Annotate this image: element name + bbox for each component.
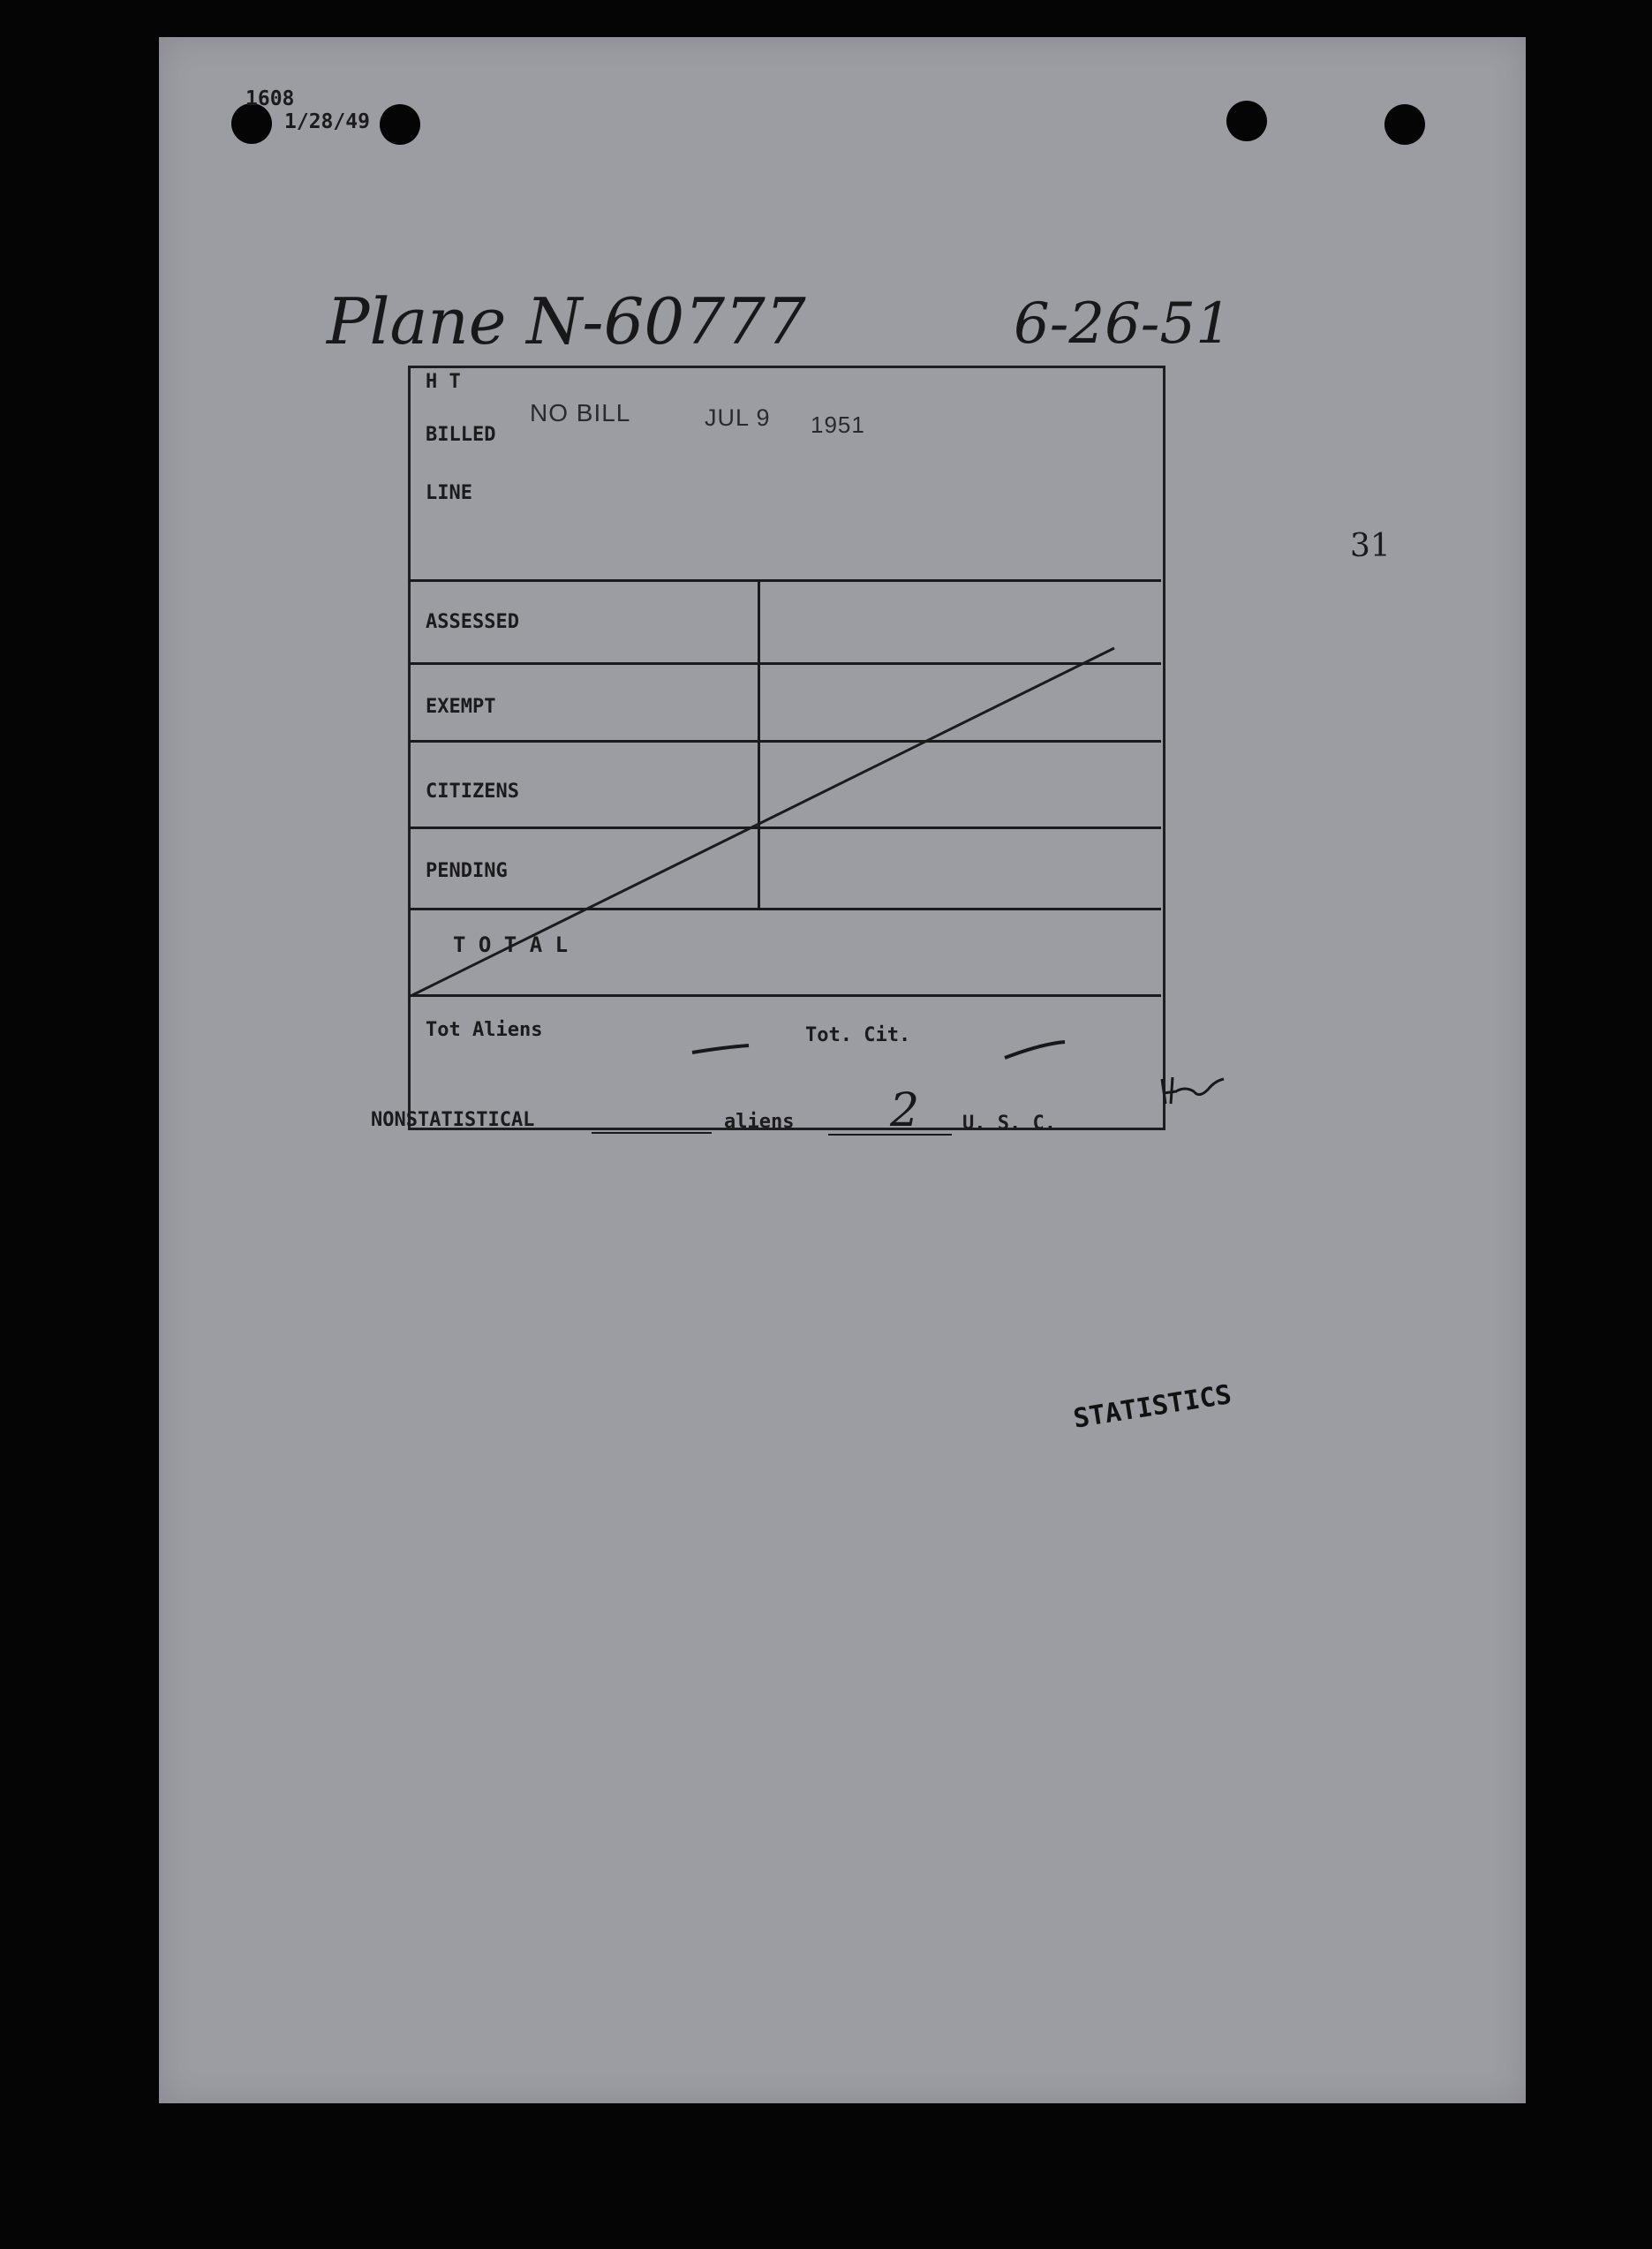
label-citizens: CITIZENS: [426, 781, 519, 803]
statistics-stamp: STATISTICS: [1071, 1378, 1234, 1435]
handwritten-plane: Plane N-60777: [327, 284, 806, 358]
label-exempt: EXEMPT: [426, 696, 496, 718]
label-billed: BILLED: [426, 424, 496, 446]
form-number: 1608: [245, 87, 295, 110]
page-number: 31: [1350, 528, 1391, 564]
stamp-date-year: 1951: [811, 411, 865, 438]
label-tot-cit: Tot. Cit.: [805, 1024, 911, 1046]
tot-aliens-dash: [692, 1045, 749, 1053]
label-pending: PENDING: [426, 860, 508, 882]
nonstatistical-usc: U. S. C.: [962, 1113, 1056, 1135]
strike-through-line: [411, 648, 1114, 996]
handwritten-count: 2: [890, 1084, 920, 1137]
label-ht: H T: [426, 371, 461, 393]
nonstatistical-aliens: aliens: [724, 1111, 795, 1133]
label-line: LINE: [426, 482, 472, 504]
handwritten-marks: [159, 37, 1526, 2103]
handwritten-date: 6-26-51: [1014, 291, 1232, 357]
document-page: [159, 37, 1526, 2103]
initials-scribble: [1162, 1077, 1224, 1104]
form-date: 1/28/49: [284, 110, 370, 133]
stamp-no-bill: NO BILL: [530, 399, 631, 426]
label-assessed: ASSESSED: [426, 611, 519, 633]
tot-cit-dash: [1005, 1042, 1065, 1058]
stamp-date-month-day: JUL 9: [705, 404, 771, 431]
label-tot-aliens: Tot Aliens: [426, 1019, 543, 1041]
label-total: T O T A L: [453, 932, 569, 957]
nonstatistical-label: NONSTATISTICAL: [371, 1109, 535, 1131]
